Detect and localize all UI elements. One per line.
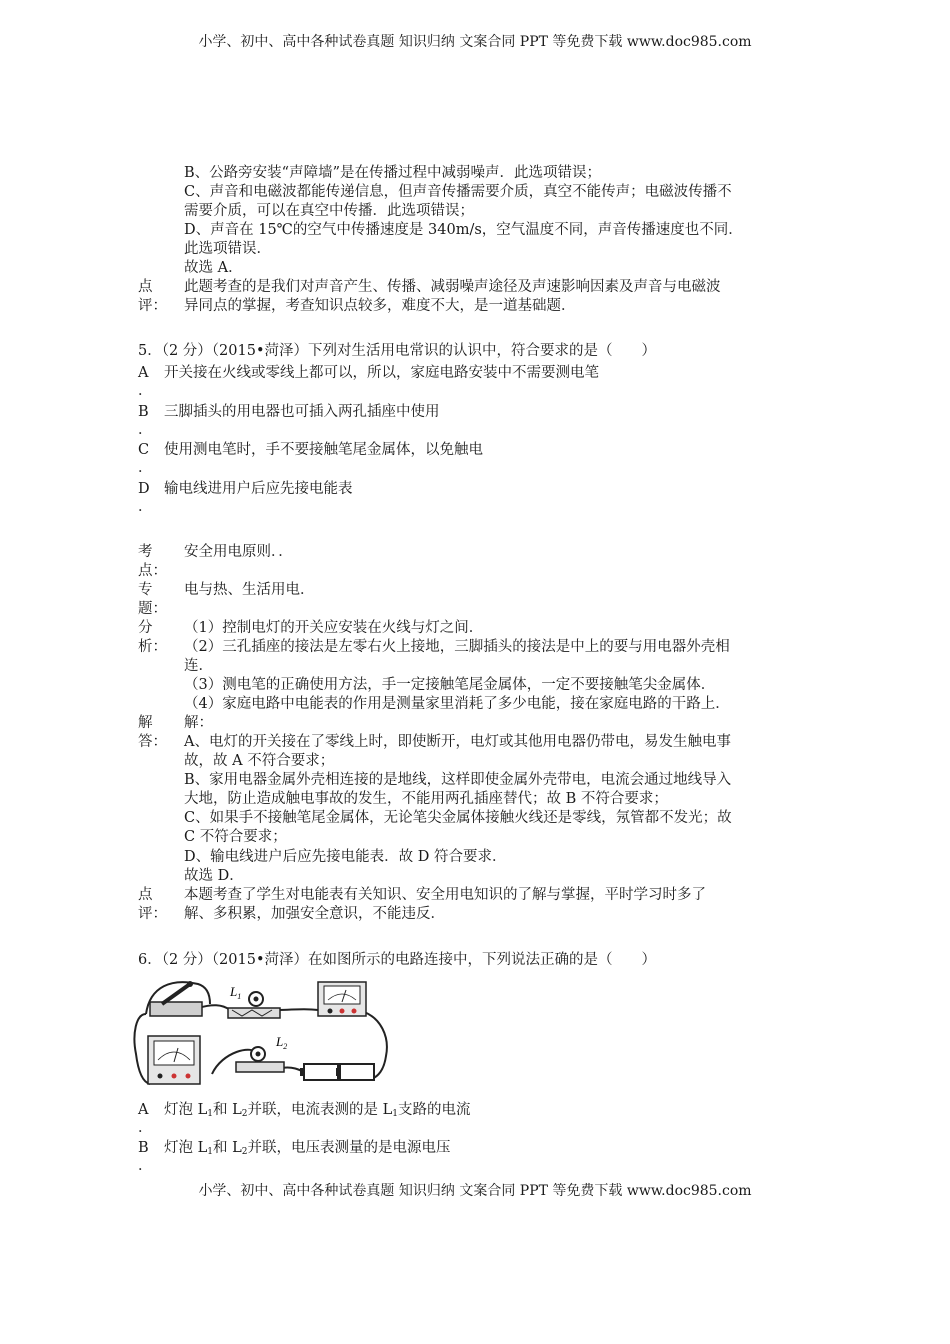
q5-zhuanti-label-2: 题： — [138, 601, 167, 617]
switch-lever — [162, 984, 190, 1004]
battery-1 — [304, 1064, 338, 1080]
q5-jieda-label-2: 答： — [138, 734, 167, 750]
q5-fenxi-line-5: （4）家庭电路中电能表的作用是测量家里消耗了多少电能，接在家庭电路的干路上． — [184, 696, 730, 712]
q5-fenxi-line-3: 连． — [184, 658, 213, 674]
q4-review-line-2: 异同点的掌握，考查知识点较多，难度不大，是一道基础题． — [184, 298, 576, 314]
meter-bottom-terminal — [186, 1074, 191, 1079]
switch-knob — [187, 981, 193, 987]
q5-jieda-line-2: A、电灯的开关接在了零线上时，即使断开，电灯或其他用电器仍带电，易发生触电事 — [184, 734, 731, 750]
q5-option-b-dot: ． — [138, 422, 153, 438]
lamp-l1-filament — [254, 997, 259, 1002]
q6-option-b-text: 灯泡 $L_1$和 $L_2$并联，电压表测量的是电源电压 — [164, 1140, 451, 1157]
q5-jieda-line-1: 解： — [184, 715, 213, 731]
q5-zhuanti-text: 电与热、生活用电． — [184, 582, 315, 598]
page-header: 小学、初中、高中各种试卷真题 知识归纳 文案合同 PPT 等免费下载 www.doc985.com — [198, 34, 752, 50]
q4-line-b: B、公路旁安装“声障墙”是在传播过程中减弱噪声．此选项错误； — [184, 165, 601, 181]
meter-top-terminal — [328, 1009, 333, 1014]
q5-option-a-letter: A — [138, 365, 149, 381]
q4-line-c2: 需要介质，可以在真空中传播．此选项错误； — [184, 203, 474, 219]
q4-answer: 故选 A． — [184, 260, 243, 276]
q4-line-d1: D、声音在 15℃的空气中传播速度是 340m/s，空气温度不同，声音传播速度也不同． — [184, 222, 743, 238]
q5-jieda-line-9: 故选 D． — [184, 868, 244, 884]
q5-jieda-line-7: C 不符合要求； — [184, 829, 287, 845]
q4-line-d2: 此选项错误． — [184, 241, 271, 257]
q5-jieda-label-1: 解 — [138, 715, 153, 731]
q5-option-b-text: 三脚插头的用电器也可插入两孔插座中使用 — [164, 404, 440, 420]
q5-dianping-line-2: 解、多积累，加强安全意识，不能违反． — [184, 906, 445, 922]
lamp-l2-filament — [256, 1052, 261, 1057]
battery-2-terminal — [336, 1068, 340, 1076]
q6-option-a-dot: ． — [138, 1120, 153, 1136]
q4-line-c1: C、声音和电磁波都能传递信息，但声音传播需要介质，真空不能传声；电磁波传播不 — [184, 184, 732, 200]
q5-dianping-label-1: 点 — [138, 887, 153, 903]
q5-option-b-letter: B — [138, 404, 149, 420]
q5-kaodian-text: 安全用电原则．． — [184, 544, 293, 560]
meter-bottom-terminal — [172, 1074, 177, 1079]
q5-option-c-text: 使用测电笔时，手不要接触笔尾金属体，以免触电 — [164, 442, 483, 458]
q4-review-label-2: 评： — [138, 298, 167, 314]
lamp-l1-base — [228, 1008, 280, 1018]
q5-stem: 5．（2 分）（2015•菏泽）下列对生活用电常识的认识中，符合要求的是（ ） — [138, 343, 657, 359]
meter-bottom-terminal — [158, 1074, 163, 1079]
q5-jieda-line-3: 故，故 A 不符合要求； — [184, 753, 335, 769]
battery-2 — [340, 1064, 374, 1080]
q5-option-a-text: 开关接在火线或零线上都可以，所以，家庭电路安装中不需要测电笔 — [164, 365, 599, 381]
q5-jieda-line-5: 大地，防止造成触电事故的发生，不能用两孔插座替代；故 B 不符合要求； — [184, 791, 668, 807]
q5-jieda-line-4: B、家用电器金属外壳相连接的是地线，这样即使金属外壳带电，电流会通过地线导入 — [184, 772, 732, 788]
wire — [278, 1009, 318, 1010]
q6-option-a-letter: A — [138, 1102, 149, 1118]
q6-option-b-letter: B — [138, 1140, 149, 1156]
circuit-diagram — [132, 974, 392, 1092]
q5-fenxi-label-2: 析： — [138, 639, 167, 655]
q5-jieda-line-6: C、如果手不接触笔尾金属体，无论笔尖金属体接触火线还是零线，氖管都不发光；故 — [184, 810, 732, 826]
q5-zhuanti-label-1: 专 — [138, 582, 153, 598]
q5-option-d-letter: D — [138, 481, 150, 497]
q6-option-a-text: 灯泡 $L_1$和 $L_2$并联，电流表测的是 $L_1$支路的电流 — [164, 1102, 471, 1119]
q5-fenxi-line-2: （2）三孔插座的接法是左零右火上接地，三脚插头的接法是中上的要与用电器外壳相 — [184, 639, 730, 655]
wire — [198, 1005, 230, 1010]
q5-fenxi-label-1: 分 — [138, 620, 153, 636]
q5-jieda-line-8: D、输电线进户后应先接电能表．故 D 符合要求． — [184, 849, 507, 865]
meter-top-terminal — [352, 1009, 357, 1014]
q4-review-line-1: 此题考查的是我们对声音产生、传播、减弱噪声途径及声速影响因素及声音与电磁波 — [184, 279, 721, 295]
q5-option-a-dot: ． — [138, 383, 153, 399]
q5-option-d-text: 输电线进用户后应先接电能表 — [164, 481, 353, 497]
lamp-l2-label: $L_2$ — [276, 1034, 288, 1051]
q6-stem: 6．（2 分）（2015•菏泽）在如图所示的电路连接中，下列说法正确的是（ ） — [138, 952, 657, 968]
q4-review-label-1: 点 — [138, 279, 153, 295]
q5-option-c-letter: C — [138, 442, 150, 458]
switch-base — [150, 1002, 202, 1016]
meter-top-terminal — [340, 1009, 345, 1014]
q5-option-d-dot: ． — [138, 499, 153, 515]
page-footer: 小学、初中、高中各种试卷真题 知识归纳 文案合同 PPT 等免费下载 www.doc985.com — [198, 1183, 752, 1199]
q5-dianping-label-2: 评： — [138, 906, 167, 922]
q5-kaodian-label-2: 点： — [138, 563, 167, 579]
q5-fenxi-line-1: （1）控制电灯的开关应安装在火线与灯之间． — [184, 620, 484, 636]
q5-option-c-dot: ． — [138, 460, 153, 476]
lamp-l2-base — [236, 1062, 284, 1072]
lamp-l1-label: $L_1$ — [230, 984, 242, 1001]
q5-kaodian-label-1: 考 — [138, 544, 153, 560]
q5-fenxi-line-4: （3）测电笔的正确使用方法，手一定接触笔尾金属体，一定不要接触笔尖金属体． — [184, 677, 716, 693]
q6-option-b-dot: ． — [138, 1158, 153, 1174]
q5-dianping-line-1: 本题考查了学生对电能表有关知识、安全用电知识的了解与掌握，平时学习时多了 — [184, 887, 706, 903]
battery-1-terminal — [300, 1068, 304, 1076]
